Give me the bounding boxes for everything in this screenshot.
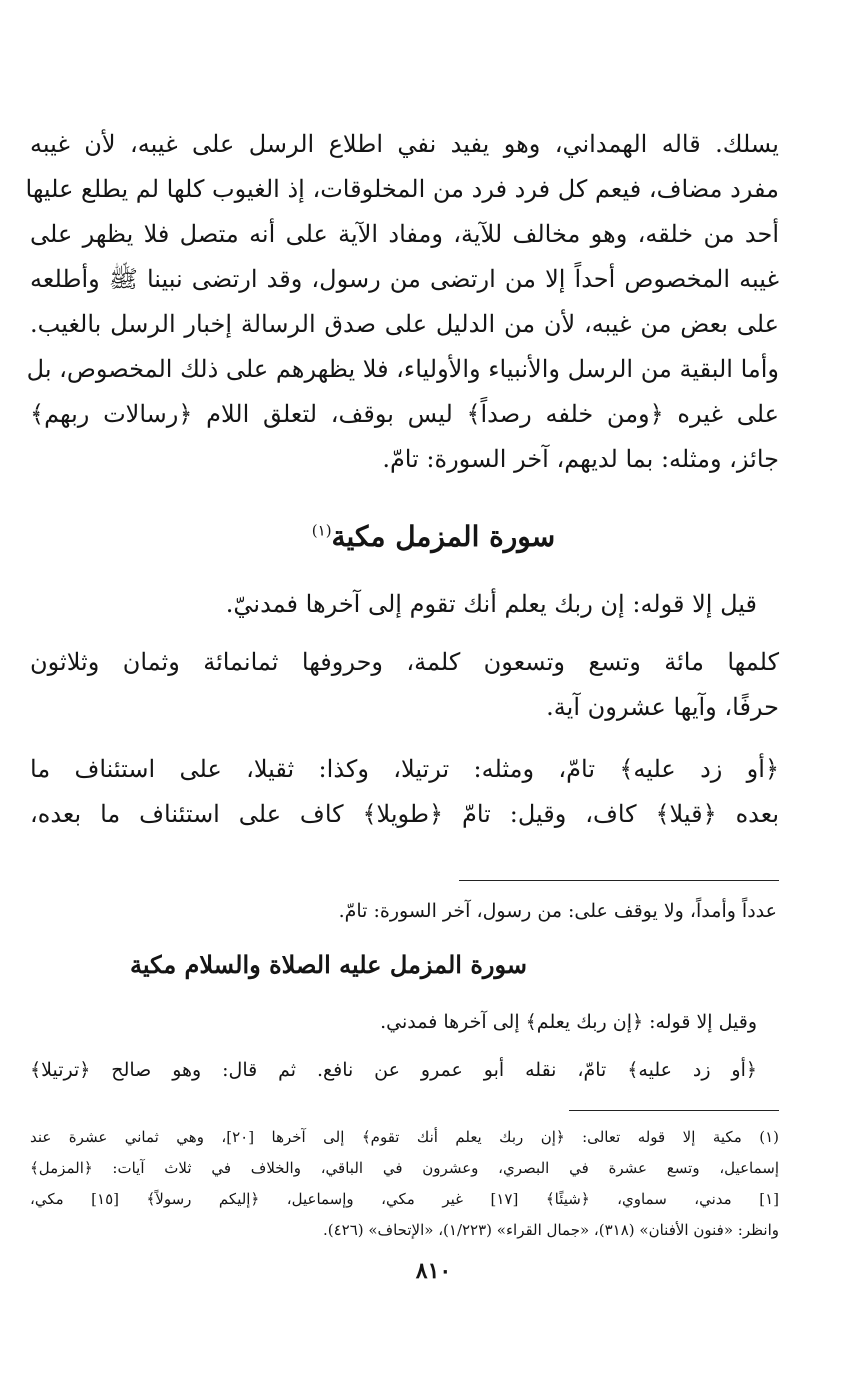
surah-heading bbox=[0, 520, 867, 553]
note-line: ﴿أو زد عليه﴾ تامّ، نقله أبو عمرو عن نافع. ثم قال: وهو صالح ﴿ترتيلا﴾ bbox=[30, 1059, 757, 1081]
body-line: على غيره ﴿ومن خلفه رصداً﴾ ليس بوقف، لتعلق اللام ﴿رسالات ربهم﴾ bbox=[30, 400, 779, 428]
body-line: غيبه المخصوص أحداً إلا من ارتضى من رسول، وقد ارتضى نبينا ﷺ وأطلعه bbox=[30, 265, 779, 293]
footnote-ref: (١) bbox=[311, 521, 332, 540]
note-separator bbox=[459, 880, 779, 881]
waqf-line: ﴿أو زد عليه﴾ تامّ، ومثله: ترتيلا، وكذا: ثقيلا، على استئناف ما bbox=[30, 755, 779, 783]
footnote-line: وانظر: «فنون الأفنان» (٣١٨)، «جمال القراء» (١/٢٢٣)، «الإتحاف» (٤٢٦). bbox=[322, 1221, 779, 1239]
footnote-line: [١] مدني، سماوي، ﴿شيئًا﴾ [١٧] غير مكي، وإسماعيل، ﴿إليكم رسولاً﴾ [١٥] مكي، bbox=[30, 1190, 779, 1208]
note-line: وقيل إلا قوله: ﴿إن ربك يعلم﴾ إلى آخرها فمدني. bbox=[380, 1011, 757, 1033]
footnote-separator bbox=[569, 1110, 779, 1111]
count-line: كلمها مائة وتسع وتسعون كلمة، وحروفها ثمانمائة وثمان وثلاثون bbox=[30, 648, 779, 676]
count-line: حرفًا، وآيها عشرون آية. bbox=[546, 693, 779, 721]
body-line: مفرد مضاف، فيعم كل فرد فرد من المخلوقات، إذ الغيوب كلها لم يطلع عليها bbox=[25, 175, 779, 203]
footnote-line: (١) مكية إلا قوله تعالى: ﴿إن ربك يعلم أنك تقوم﴾ إلى آخرها [٢٠]، وهي ثماني عشرة عند bbox=[30, 1128, 779, 1146]
note-heading: سورة المزمل عليه الصلاة والسلام مكية bbox=[129, 950, 528, 979]
surah-heading-title: سورة المزمل مكية bbox=[331, 520, 556, 553]
waqf-line: بعده ﴿قيلا﴾ كاف، وقيل: تامّ ﴿طويلا﴾ كاف على استئناف ما بعده، bbox=[30, 800, 779, 828]
body-line: جائز، ومثله: بما لديهم، آخر السورة: تامّ. bbox=[382, 445, 779, 473]
body-line: يسلك. قاله الهمداني، وهو يفيد نفي اطلاع الرسل على غيبه، لأن غيبه bbox=[30, 130, 779, 158]
body-line: على بعض من غيبه، لأن من الدليل على صدق الرسالة إخبار الرسل بالغيب. bbox=[30, 310, 779, 338]
footnote-line: إسماعيل، وتسع عشرة في البصري، وعشرون في الباقي، والخلاف في ثلاث آيات: ﴿المزمل﴾ bbox=[30, 1159, 779, 1177]
body-line: وأما البقية من الرسل والأنبياء والأولياء، فلا يظهرهم على ذلك المخصوص، بل bbox=[26, 355, 779, 383]
intro-line: قيل إلا قوله: إن ربك يعلم أنك تقوم إلى آخرها فمدنيّ. bbox=[225, 590, 757, 618]
body-line: أحد من خلقه، وهو مخالف للآية، ومفاد الآية على أنه متصل فلا يظهر على bbox=[30, 220, 779, 248]
page-number: ٨١٠ bbox=[415, 1258, 452, 1284]
note-line: عدداً وأمداً، ولا يوقف على: من رسول، آخر السورة: تامّ. bbox=[338, 900, 777, 922]
